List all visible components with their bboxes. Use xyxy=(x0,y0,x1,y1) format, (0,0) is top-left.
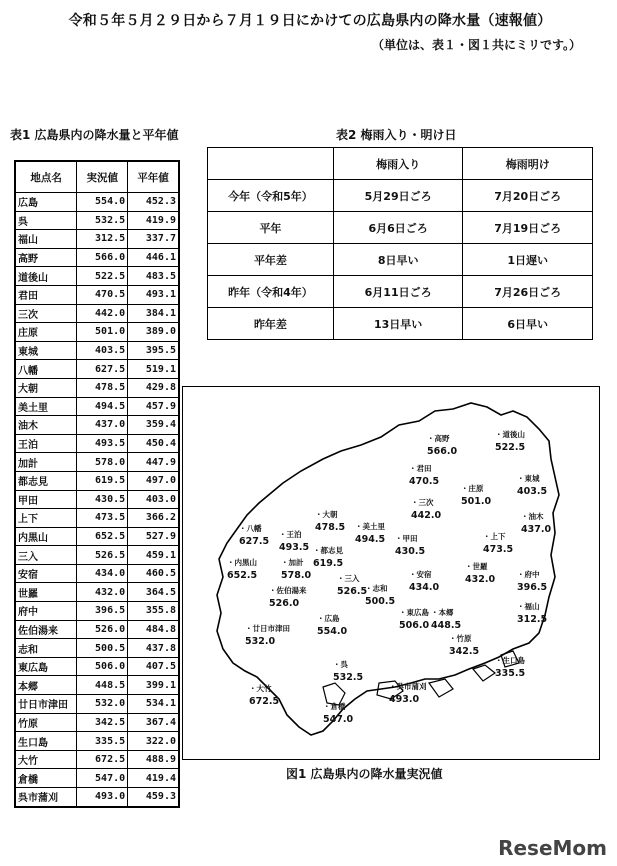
map-station-value: 578.0 xyxy=(281,569,312,581)
station-name: 内黒山 xyxy=(15,527,77,546)
page-title: 令和５年５月２９日から７月１９日にかけての広島県内の降水量（速報値） xyxy=(68,13,552,29)
station-name: 呉市蒲刈 xyxy=(15,788,77,807)
map-station: ・東広島 506.0 xyxy=(399,608,430,631)
normal-value: 497.0 xyxy=(128,471,179,490)
map-station: ・府中 396.5 xyxy=(517,570,548,593)
observed-value: 396.5 xyxy=(77,602,128,621)
map-station: ・志和 500.5 xyxy=(365,584,396,607)
observed-value: 526.5 xyxy=(77,546,128,565)
station-name: 王泊 xyxy=(15,434,77,453)
map-station: ・王泊 493.5 xyxy=(279,530,310,553)
map-station-name: 竹原 xyxy=(456,634,472,643)
map-station-value: 532.0 xyxy=(245,635,276,647)
observed-value: 578.0 xyxy=(77,453,128,472)
map-station-value: 566.0 xyxy=(427,445,458,457)
observed-value: 493.0 xyxy=(77,788,128,807)
map-station-name: 生口島 xyxy=(502,656,525,665)
table-row xyxy=(15,230,179,249)
observed-value: 470.5 xyxy=(77,285,128,304)
station-name: 竹原 xyxy=(15,713,77,732)
table-row xyxy=(208,308,593,340)
map-station-value: 470.5 xyxy=(409,475,440,487)
map-station-value: 627.5 xyxy=(239,535,270,547)
map-station-name: 上下 xyxy=(490,532,506,541)
observed-value: 473.5 xyxy=(77,509,128,528)
table-row xyxy=(15,193,179,212)
island xyxy=(473,665,495,681)
table-row xyxy=(15,341,179,360)
map-station-name: 福山 xyxy=(524,602,540,611)
map-station-name: 三次 xyxy=(418,498,434,507)
station-name: 大竹 xyxy=(15,750,77,769)
map-station-value: 493.5 xyxy=(279,541,310,553)
watermark-logo: ReseMom xyxy=(498,836,607,860)
map-station-value: 342.5 xyxy=(449,645,480,657)
map-station-name: 高野 xyxy=(434,434,450,443)
table-row xyxy=(15,453,179,472)
map-station: ・生口島 335.5 xyxy=(495,656,526,679)
table-row xyxy=(15,788,179,807)
station-name: 東城 xyxy=(15,341,77,360)
map-station: ・呉 532.5 xyxy=(333,660,364,683)
observed-value: 335.5 xyxy=(77,732,128,751)
map-station-name: 庄原 xyxy=(468,484,484,493)
observed-value: 532.0 xyxy=(77,695,128,714)
row-label: 平年 xyxy=(208,212,334,244)
table-row xyxy=(15,434,179,453)
map-station-name: 君田 xyxy=(416,464,432,473)
map-station-name: 広島 xyxy=(324,614,340,623)
table-row xyxy=(15,676,179,695)
map-station: ・高野 566.0 xyxy=(427,434,458,457)
observed-value: 430.5 xyxy=(77,490,128,509)
table-row xyxy=(208,180,593,212)
observed-value: 547.0 xyxy=(77,769,128,788)
map-station-name: 道後山 xyxy=(502,430,525,439)
map-station: ・福山 312.5 xyxy=(517,602,548,625)
station-name: 世羅 xyxy=(15,583,77,602)
map-station: ・世羅 432.0 xyxy=(465,562,496,585)
map-station-value: 619.5 xyxy=(313,557,344,569)
station-name: 都志見 xyxy=(15,471,77,490)
column-header: 地点名 xyxy=(15,161,77,193)
table-row xyxy=(15,602,179,621)
station-name: 佐伯湯来 xyxy=(15,620,77,639)
map-station: ・大朝 478.5 xyxy=(315,510,346,533)
observed-value: 501.0 xyxy=(77,323,128,342)
station-name: 油木 xyxy=(15,416,77,435)
station-name: 生口島 xyxy=(15,732,77,751)
map-station: ・廿日市津田 532.0 xyxy=(245,624,290,647)
table-row xyxy=(15,750,179,769)
table-row xyxy=(15,211,179,230)
map-station-name: 三入 xyxy=(344,574,360,583)
map-station: ・竹原 342.5 xyxy=(449,634,480,657)
station-name: 府中 xyxy=(15,602,77,621)
station-name: 廿日市津田 xyxy=(15,695,77,714)
normal-value: 519.1 xyxy=(128,360,179,379)
table-row xyxy=(15,639,179,658)
table-row xyxy=(15,378,179,397)
normal-value: 419.4 xyxy=(128,769,179,788)
row-label: 平年差 xyxy=(208,244,334,276)
map-station: ・大竹 672.5 xyxy=(249,684,280,707)
map-station: ・広島 554.0 xyxy=(317,614,348,637)
row-label: 昨年（令和4年） xyxy=(208,276,334,308)
map-station: ・上下 473.5 xyxy=(483,532,514,555)
table-header-row xyxy=(208,148,593,180)
map-station-value: 493.0 xyxy=(389,693,420,705)
table-row xyxy=(15,509,179,528)
table-row xyxy=(15,360,179,379)
map-station: ・本郷 448.5 xyxy=(431,608,462,631)
map-station-value: 526.5 xyxy=(337,585,368,597)
map-station: ・庄原 501.0 xyxy=(461,484,492,507)
map-station-name: 呉市蒲刈 xyxy=(396,682,427,691)
rainy-end: 1日遅い xyxy=(463,244,593,276)
map-station: ・三入 526.5 xyxy=(337,574,368,597)
table2-caption: 表2 梅雨入り・明け日 xyxy=(336,128,457,142)
observed-value: 500.5 xyxy=(77,639,128,658)
station-name: 福山 xyxy=(15,230,77,249)
map-station-value: 506.0 xyxy=(399,619,430,631)
island xyxy=(429,679,453,697)
column-header: 梅雨明け xyxy=(463,148,593,180)
table-row xyxy=(15,713,179,732)
map-station-value: 500.5 xyxy=(365,595,396,607)
station-name: 東広島 xyxy=(15,657,77,676)
observed-value: 652.5 xyxy=(77,527,128,546)
map-station-value: 526.0 xyxy=(269,597,300,609)
precipitation-table xyxy=(14,160,180,808)
map-caption: 図1 広島県内の降水量実況値 xyxy=(286,767,443,781)
observed-value: 526.0 xyxy=(77,620,128,639)
table-row xyxy=(15,471,179,490)
normal-value: 359.4 xyxy=(128,416,179,435)
normal-value: 429.8 xyxy=(128,378,179,397)
map-station-value: 430.5 xyxy=(395,545,426,557)
normal-value: 459.1 xyxy=(128,546,179,565)
map-station-value: 532.5 xyxy=(333,671,364,683)
map-station-value: 437.0 xyxy=(521,523,552,535)
map-station: ・佐伯湯来 526.0 xyxy=(269,586,307,609)
map-station: ・安宿 434.0 xyxy=(409,570,440,593)
column-header: 実況値 xyxy=(77,161,128,193)
normal-value: 395.5 xyxy=(128,341,179,360)
map-station: ・三次 442.0 xyxy=(411,498,442,521)
table-row xyxy=(15,564,179,583)
map-station-value: 442.0 xyxy=(411,509,442,521)
observed-value: 448.5 xyxy=(77,676,128,695)
map-station: ・君田 470.5 xyxy=(409,464,440,487)
observed-value: 619.5 xyxy=(77,471,128,490)
map-station: ・内黒山 652.5 xyxy=(227,558,258,581)
station-name: 甲田 xyxy=(15,490,77,509)
map-station-value: 335.5 xyxy=(495,667,526,679)
normal-value: 527.9 xyxy=(128,527,179,546)
table1-caption: 表1 広島県内の降水量と平年値 xyxy=(10,128,179,142)
map-station-name: 甲田 xyxy=(402,534,418,543)
station-name: 八幡 xyxy=(15,360,77,379)
normal-value: 355.8 xyxy=(128,602,179,621)
normal-value: 484.8 xyxy=(128,620,179,639)
normal-value: 367.4 xyxy=(128,713,179,732)
map-station-value: 547.0 xyxy=(323,713,354,725)
normal-value: 437.8 xyxy=(128,639,179,658)
observed-value: 506.0 xyxy=(77,657,128,676)
table-row xyxy=(15,546,179,565)
normal-value: 483.5 xyxy=(128,267,179,286)
station-name: 倉橋 xyxy=(15,769,77,788)
station-name: 三入 xyxy=(15,546,77,565)
station-name: 呉 xyxy=(15,211,77,230)
map-station-name: 都志見 xyxy=(320,546,343,555)
station-name: 庄原 xyxy=(15,323,77,342)
table-row xyxy=(15,416,179,435)
station-name: 大朝 xyxy=(15,378,77,397)
map-station-name: 大朝 xyxy=(322,510,338,519)
map-station-name: 廿日市津田 xyxy=(252,624,290,633)
table-row xyxy=(15,620,179,639)
map-station-name: 府中 xyxy=(524,570,540,579)
rainy-start: 8日早い xyxy=(333,244,463,276)
table-row xyxy=(208,212,593,244)
station-name: 君田 xyxy=(15,285,77,304)
map-station-value: 403.5 xyxy=(517,485,548,497)
observed-value: 494.5 xyxy=(77,397,128,416)
row-label: 昨年差 xyxy=(208,308,334,340)
observed-value: 442.0 xyxy=(77,304,128,323)
table-row xyxy=(15,732,179,751)
map-station-value: 432.0 xyxy=(465,573,496,585)
table-row xyxy=(15,769,179,788)
map-station: ・油木 437.0 xyxy=(521,512,552,535)
observed-value: 627.5 xyxy=(77,360,128,379)
map-station-name: 東城 xyxy=(524,474,540,483)
normal-value: 403.0 xyxy=(128,490,179,509)
observed-value: 672.5 xyxy=(77,750,128,769)
observed-value: 522.5 xyxy=(77,267,128,286)
table-row xyxy=(15,527,179,546)
map-station-value: 494.5 xyxy=(355,533,386,545)
station-name: 道後山 xyxy=(15,267,77,286)
observed-value: 312.5 xyxy=(77,230,128,249)
observed-value: 437.0 xyxy=(77,416,128,435)
map-station-name: 加計 xyxy=(288,558,304,567)
normal-value: 457.9 xyxy=(128,397,179,416)
normal-value: 493.1 xyxy=(128,285,179,304)
map-station-name: 佐伯湯来 xyxy=(276,586,307,595)
rainy-start: 6月11日ごろ xyxy=(333,276,463,308)
unit-note: （単位は、表１・図１共にミリです。） xyxy=(371,38,581,52)
map-station-name: 呉 xyxy=(340,660,348,669)
station-name: 広島 xyxy=(15,193,77,212)
table-row xyxy=(15,657,179,676)
station-name: 加計 xyxy=(15,453,77,472)
map-station-name: 本郷 xyxy=(438,608,454,617)
rainy-start: 13日早い xyxy=(333,308,463,340)
map-station-name: 倉橋 xyxy=(330,702,346,711)
map-station-name: 世羅 xyxy=(472,562,488,571)
map-station-name: 東広島 xyxy=(406,608,429,617)
map-station-name: 大竹 xyxy=(256,684,272,693)
map-station: ・倉橋 547.0 xyxy=(323,702,354,725)
column-header: 梅雨入り xyxy=(333,148,463,180)
normal-value: 407.5 xyxy=(128,657,179,676)
observed-value: 566.0 xyxy=(77,248,128,267)
station-name: 上下 xyxy=(15,509,77,528)
map-station: ・呉市蒲刈 493.0 xyxy=(389,682,427,705)
table-row xyxy=(15,323,179,342)
map-station-name: 王泊 xyxy=(286,530,302,539)
rainy-season-table xyxy=(207,147,593,340)
normal-value: 337.7 xyxy=(128,230,179,249)
map-station-value: 473.5 xyxy=(483,543,514,555)
map-station: ・甲田 430.5 xyxy=(395,534,426,557)
observed-value: 403.5 xyxy=(77,341,128,360)
table-row xyxy=(208,276,593,308)
observed-value: 493.5 xyxy=(77,434,128,453)
rainy-end: 7月26日ごろ xyxy=(463,276,593,308)
observed-value: 478.5 xyxy=(77,378,128,397)
station-name: 美土里 xyxy=(15,397,77,416)
map-station-value: 434.0 xyxy=(409,581,440,593)
table-row xyxy=(208,244,593,276)
map-station-name: 油木 xyxy=(528,512,544,521)
station-name: 三次 xyxy=(15,304,77,323)
observed-value: 532.5 xyxy=(77,211,128,230)
rainy-start: 5月29日ごろ xyxy=(333,180,463,212)
column-header: 平年値 xyxy=(128,161,179,193)
table-row xyxy=(15,695,179,714)
table-row xyxy=(15,285,179,304)
station-name: 本郷 xyxy=(15,676,77,695)
prefecture-map xyxy=(182,386,600,760)
normal-value: 389.0 xyxy=(128,323,179,342)
table-row xyxy=(15,267,179,286)
normal-value: 364.5 xyxy=(128,583,179,602)
rainy-end: 7月20日ごろ xyxy=(463,180,593,212)
rainy-end: 6日早い xyxy=(463,308,593,340)
map-station-name: 八幡 xyxy=(246,524,262,533)
normal-value: 447.9 xyxy=(128,453,179,472)
map-station-value: 501.0 xyxy=(461,495,492,507)
normal-value: 488.9 xyxy=(128,750,179,769)
normal-value: 399.1 xyxy=(128,676,179,695)
map-station-value: 312.5 xyxy=(517,613,548,625)
normal-value: 459.3 xyxy=(128,788,179,807)
map-station-value: 448.5 xyxy=(431,619,462,631)
map-station-value: 522.5 xyxy=(495,441,526,453)
table-row xyxy=(15,304,179,323)
map-station-value: 554.0 xyxy=(317,625,348,637)
rainy-end: 7月19日ごろ xyxy=(463,212,593,244)
rainy-start: 6月6日ごろ xyxy=(333,212,463,244)
normal-value: 450.4 xyxy=(128,434,179,453)
map-station: ・道後山 522.5 xyxy=(495,430,526,453)
map-station: ・八幡 627.5 xyxy=(239,524,270,547)
table-row xyxy=(15,583,179,602)
normal-value: 366.2 xyxy=(128,509,179,528)
map-station-value: 478.5 xyxy=(315,521,346,533)
normal-value: 452.3 xyxy=(128,193,179,212)
normal-value: 446.1 xyxy=(128,248,179,267)
normal-value: 419.9 xyxy=(128,211,179,230)
column-header xyxy=(208,148,334,180)
map-station-name: 内黒山 xyxy=(234,558,257,567)
normal-value: 384.1 xyxy=(128,304,179,323)
station-name: 志和 xyxy=(15,639,77,658)
station-name: 高野 xyxy=(15,248,77,267)
normal-value: 322.0 xyxy=(128,732,179,751)
normal-value: 460.5 xyxy=(128,564,179,583)
map-station-name: 美土里 xyxy=(362,522,385,531)
map-station: ・美土里 494.5 xyxy=(355,522,386,545)
table-row xyxy=(15,490,179,509)
map-station: ・加計 578.0 xyxy=(281,558,312,581)
map-station-value: 652.5 xyxy=(227,569,258,581)
map-station-name: 安宿 xyxy=(416,570,432,579)
map-station: ・東城 403.5 xyxy=(517,474,548,497)
map-station-name: 志和 xyxy=(372,584,388,593)
map-station-value: 396.5 xyxy=(517,581,548,593)
map-station-value: 672.5 xyxy=(249,695,280,707)
observed-value: 434.0 xyxy=(77,564,128,583)
table-row xyxy=(15,397,179,416)
row-label: 今年（令和5年） xyxy=(208,180,334,212)
observed-value: 432.0 xyxy=(77,583,128,602)
table-row xyxy=(15,248,179,267)
normal-value: 534.1 xyxy=(128,695,179,714)
observed-value: 554.0 xyxy=(77,193,128,212)
map-station: ・都志見 619.5 xyxy=(313,546,344,569)
table-header-row xyxy=(15,161,179,193)
observed-value: 342.5 xyxy=(77,713,128,732)
station-name: 安宿 xyxy=(15,564,77,583)
